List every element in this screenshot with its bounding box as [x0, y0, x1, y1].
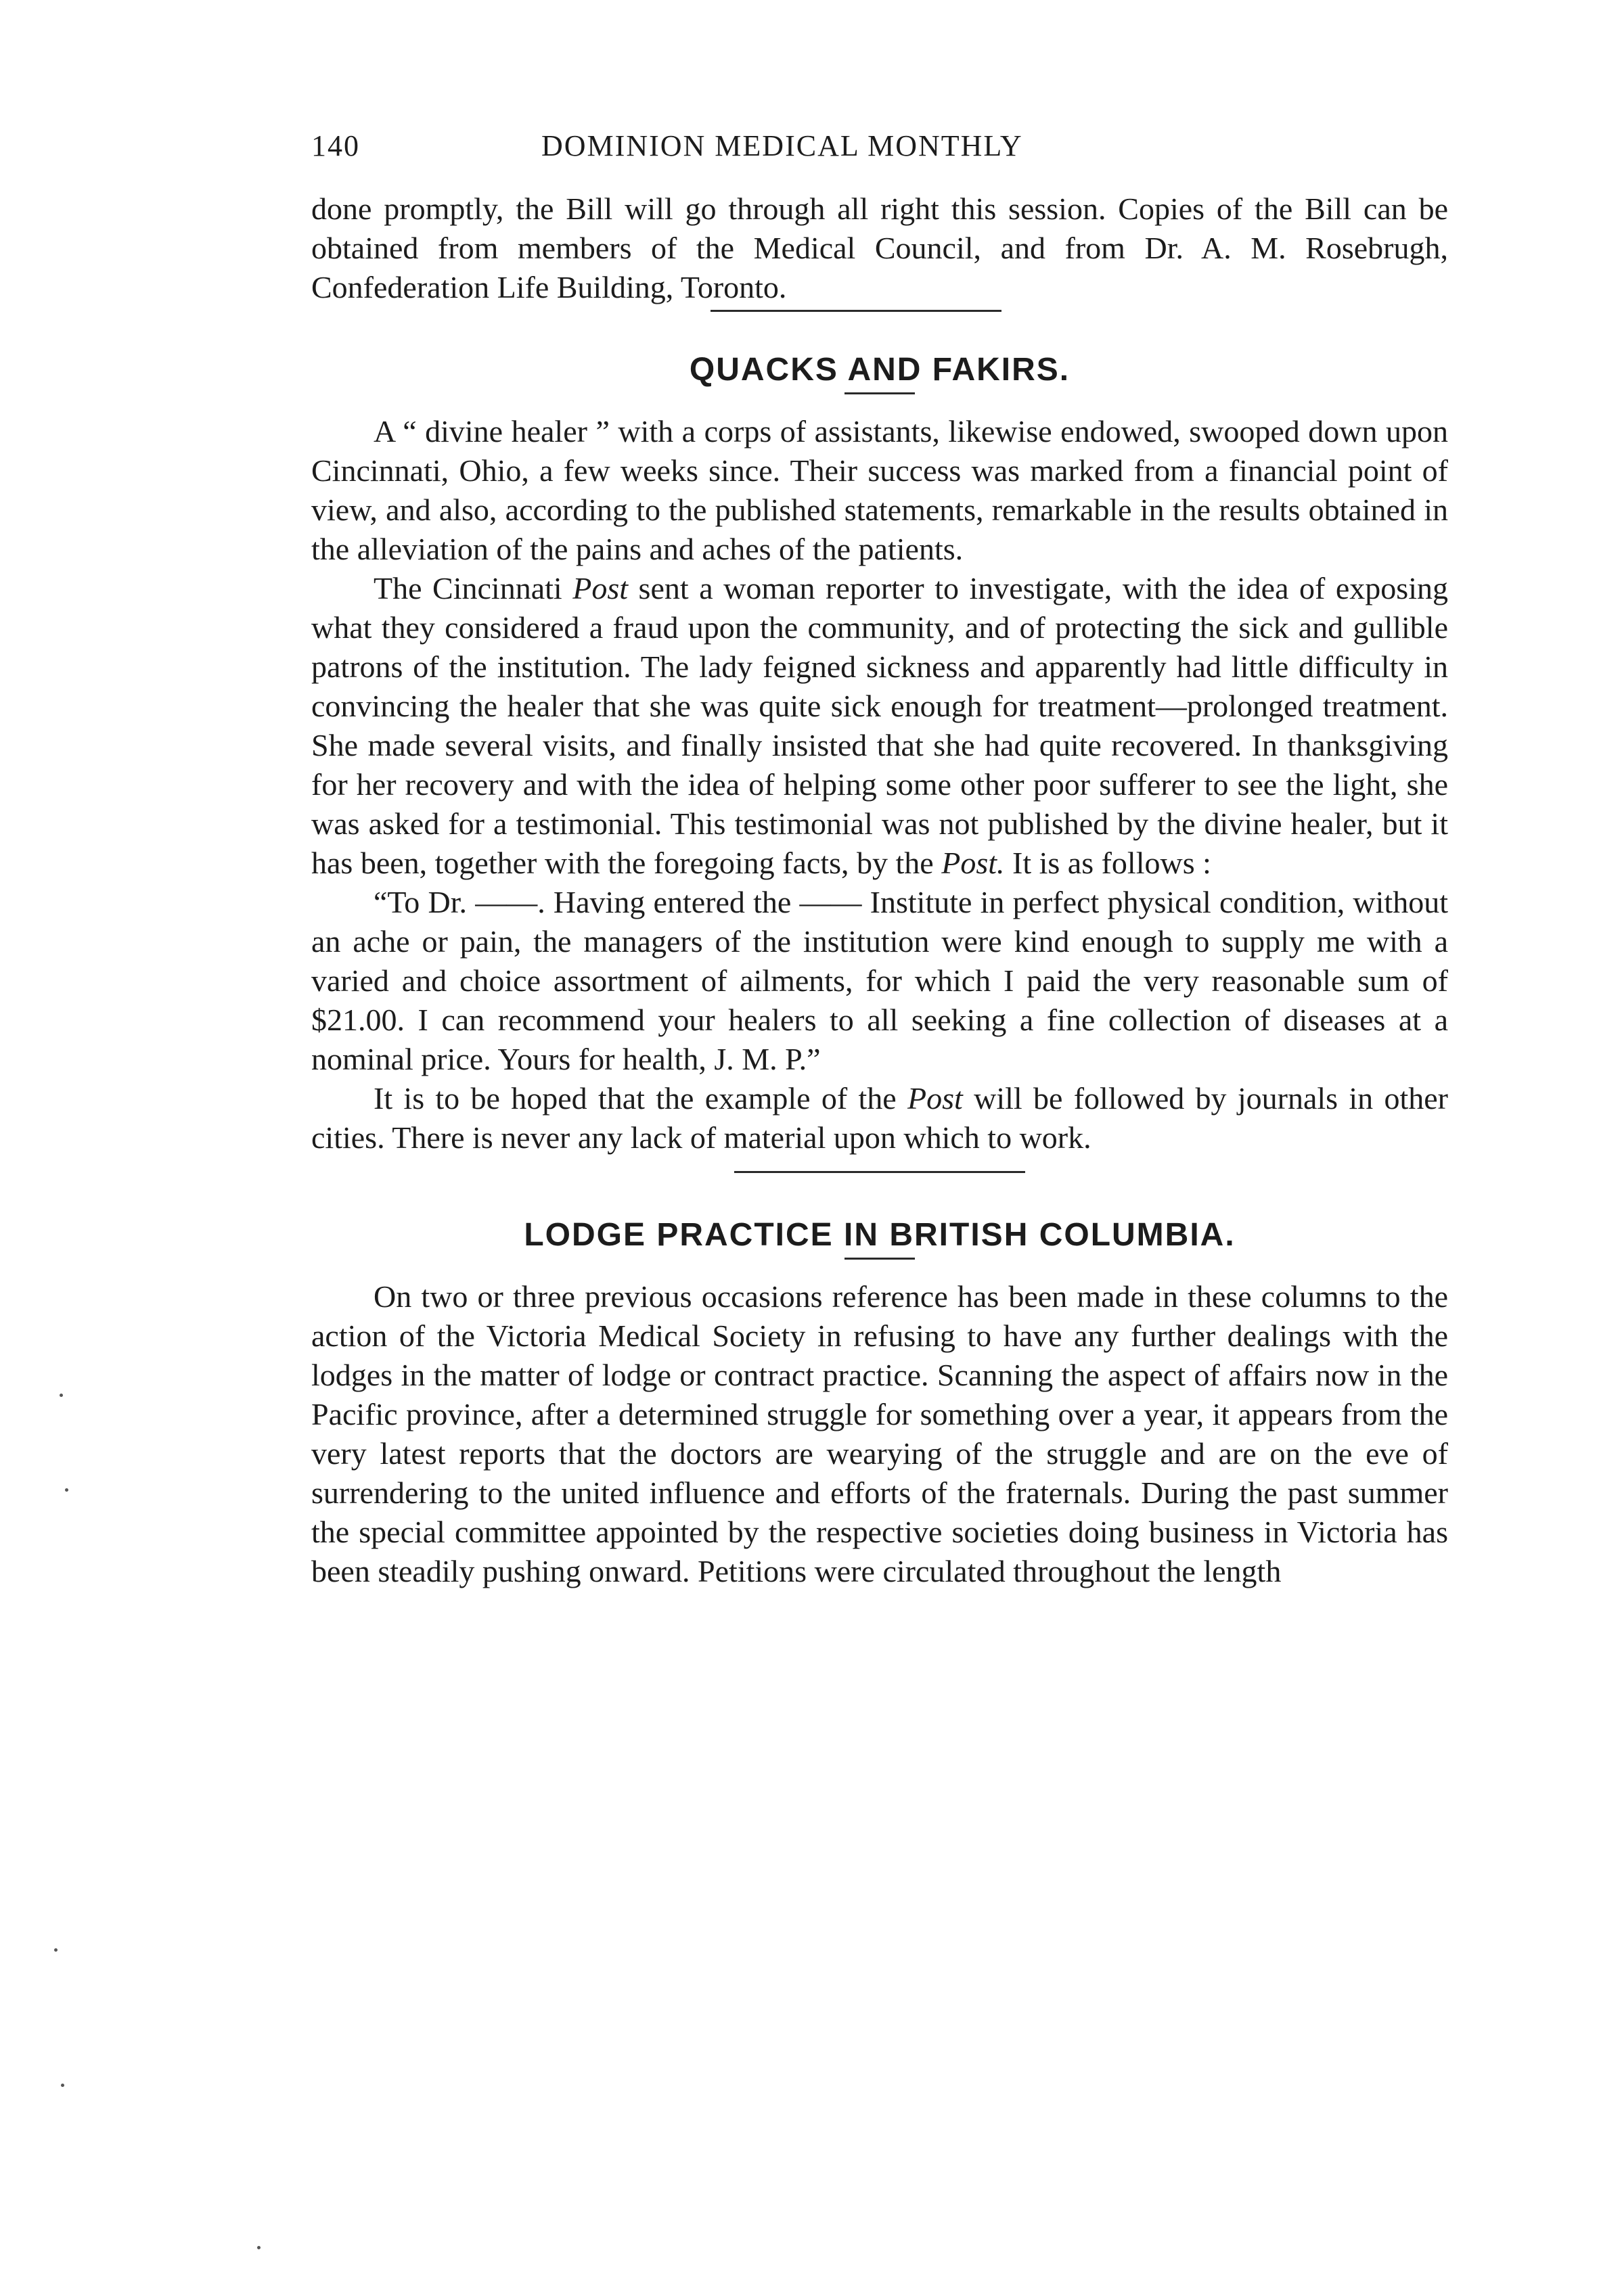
running-head: DOMINION MEDICAL MONTHLY	[541, 129, 1023, 162]
page-body	[311, 129, 1448, 1591]
scan-speck	[54, 1948, 58, 1952]
scan-speck	[257, 2246, 261, 2249]
intro-paragraph: done promptly, the Bill will go through all right this session. Copies of the Bill can be obtained from members of the Medical Council, and from Dr. A. M. Rosebrugh, Confederation Life Building, Toronto.	[311, 191, 1448, 304]
testimonial-quote: “To Dr. ——. Having entered the —— Institute in perfect physical condition, without an ache or pain, the managers of the institution were kind enough to supply me with a varied and choice assortment of ailments, for which I paid the very reasonable sum of $21.00. I can recommend your healers to all seeking a fine collection of diseases at a nominal price. Yours for health, J. M. P.”	[311, 885, 1448, 1076]
paragraph-divine-healer: A “ divine healer ” with a corps of assistants, likewise endowed, swooped down upon Cincinnati, Ohio, a few weeks since. Their success was marked from a financial point of view, and also, according to the published statements, remarkable in the results obtained in the alleviation of the pains and aches of the patients.	[311, 414, 1448, 566]
scan-speck	[61, 2084, 64, 2087]
scan-speck	[65, 1488, 68, 1492]
text-run: sent a woman reporter to investigate, with the idea of exposing what they considered a fraud upon the community, and of protecting the sick and gullible patrons of the institution. The lady feigned sickness and apparently had little difficulty in convincing the healer that she was quite sick enough for treatment—prolonged treatment. She made several visits, and finally insisted that she had quite recovered. In thanksgiving for her recovery and with the idea of helping some other poor sufferer to see the light, she was asked for a testimonial. This testimonial was not published by the divine healer, but it has been, together with the foregoing facts, by the	[311, 571, 1448, 880]
section-title-lodge-practice: LODGE PRACTICE IN BRITISH COLUMBIA.	[524, 1217, 1236, 1253]
section-title-quacks: QUACKS AND FAKIRS.	[689, 352, 1071, 388]
text-run: It is to be hoped that the example of the	[374, 1081, 908, 1116]
scan-speck	[60, 1394, 63, 1397]
paragraph-cincinnati-post	[311, 569, 1448, 883]
page-number: 140	[311, 129, 360, 162]
text-run: will be followed by journals in other cities. There is never any lack of material upon which to work.	[311, 1081, 1448, 1155]
text-run: It is as follows :	[1004, 846, 1211, 880]
publication-name: Post	[907, 1081, 963, 1116]
paragraph-lodge-practice: On two or three previous occasions reference has been made in these columns to the action of the Victoria Medical Society in refusing to have any further dealings with the lodges in the matter of lodge or contract practice. Scanning the aspect of affairs now in the Pacific province, after a determined struggle for something over a year, it appears from the very latest reports that the doctors are wearying of the struggle and are on the eve of surrendering to the united influence and efforts of the fraternals. During the past summer the special committee appointed by the respective societies doing business in Victoria has been steadily pushing onward. Petitions were circulated throughout the length	[311, 1279, 1448, 1588]
paragraph-conclusion	[311, 1079, 1448, 1157]
publication-name: Post.	[941, 846, 1005, 880]
text-run: The Cincinnati	[374, 571, 573, 605]
page-header	[311, 129, 1448, 189]
publication-name: Post	[572, 571, 629, 605]
